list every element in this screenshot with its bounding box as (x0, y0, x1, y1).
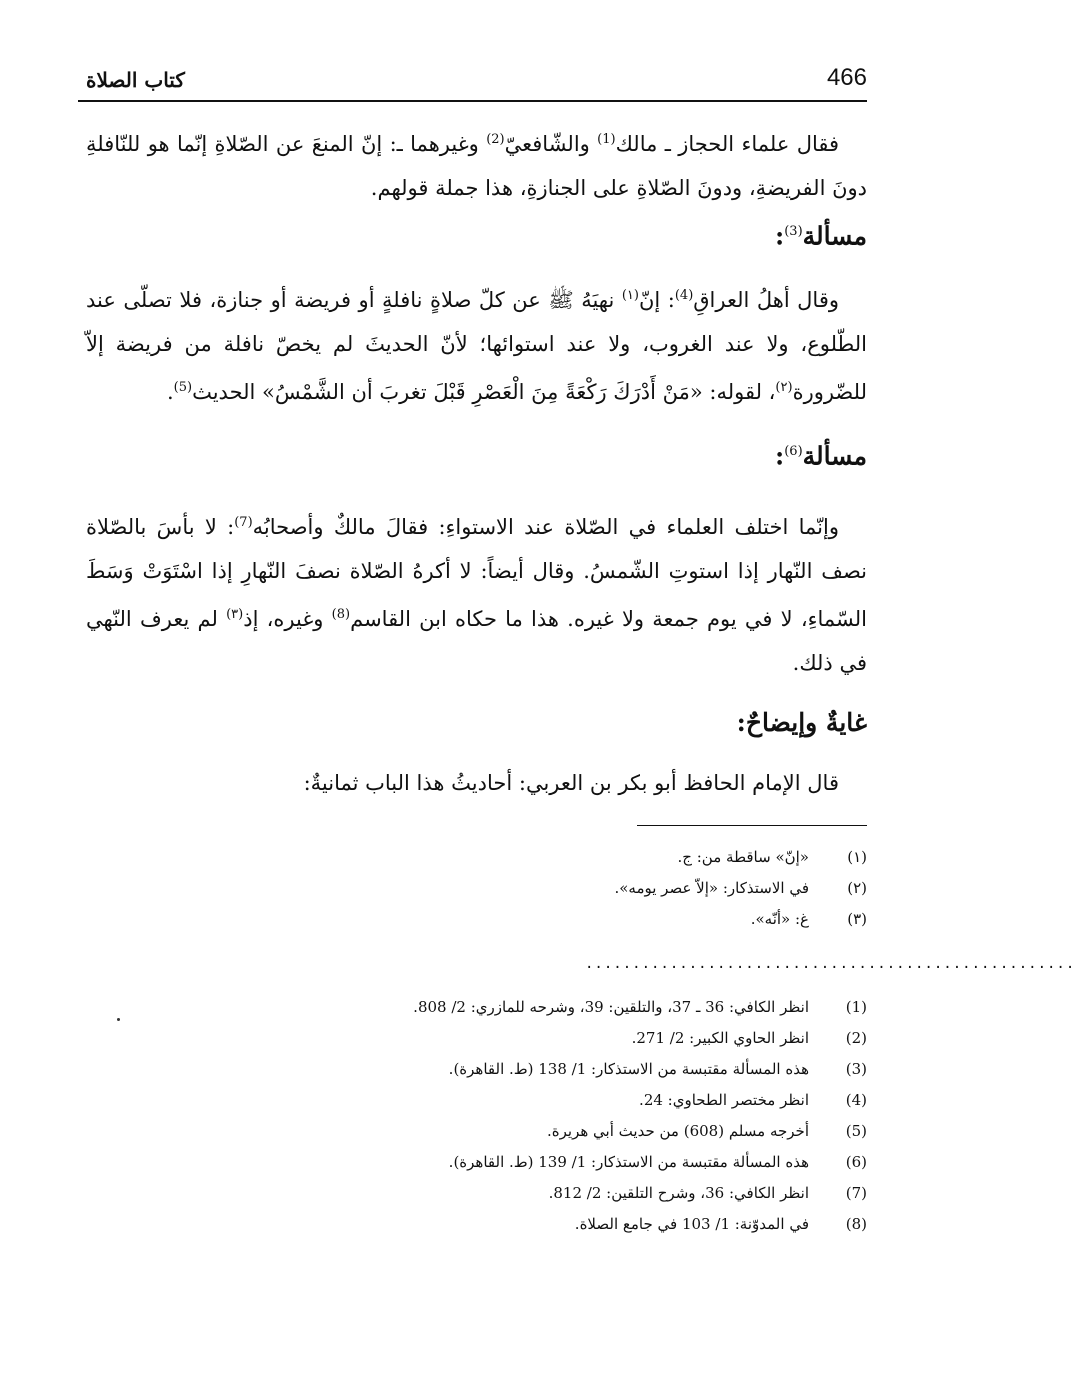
footnote-ref: (4) (674, 288, 694, 304)
paragraph-istiwa (86, 501, 867, 685)
footnote-number: (8) (845, 1215, 867, 1233)
footnote-item (300, 992, 867, 1023)
footnote-ref: (1) (597, 132, 616, 147)
text-run: نهيَهُ ﷺ عن كلّ صلاةٍ نافلةٍ أو فريضة أو جنازة، فلا تصلّى عند الطّلوع، ولا عند الغروب، ولا عند استوائها؛ لأنّ الحديثَ لم يخصّ نافلة من فريضة إلاّ للضّرورة (86, 288, 867, 405)
footnote-item (300, 842, 867, 873)
footnote-number: (2) (845, 1029, 867, 1047)
text-run: . (166, 380, 174, 405)
footnote-text: هذه المسألة مقتبسة من الاستذكار: 1/ 139 (ط. القاهرة). (448, 1153, 809, 1171)
heading-ghaya: غايةٌ وإيضاحٌ: (736, 707, 867, 737)
main-text (86, 118, 867, 805)
footnote-number: (7) (845, 1184, 867, 1202)
footnote-ref: (١) (621, 288, 639, 304)
heading-text: مسألة (802, 441, 867, 471)
footnote-number: (١) (847, 848, 867, 866)
text-run: والشّافعيّ (504, 132, 598, 156)
heading-masala-2 (86, 430, 867, 478)
footnote-item (300, 1054, 867, 1085)
paragraph-iraq (86, 274, 867, 414)
footnote-item (300, 1147, 867, 1178)
dotted-separator: .................................................... (585, 956, 1075, 972)
footnote-item (300, 1209, 867, 1240)
editor-footnotes (300, 842, 867, 935)
footnote-item (300, 1116, 867, 1147)
footnote-number: (٣) (847, 910, 867, 928)
source-footnotes (300, 992, 867, 1240)
footnote-item (300, 1023, 867, 1054)
footnote-item (300, 904, 867, 935)
footnote-rule (637, 825, 867, 826)
footnote-ref: (٢) (775, 380, 793, 396)
paragraph-ibn-arabi: قال الإمام الحافظ أبو بكر بن العربي: أحاديثُ هذا الباب ثمانيةٌ: (303, 770, 839, 795)
footnote-text: انظر الكافي: 36، وشرح التلقين: 2/ 812. (548, 1184, 809, 1202)
running-title: كتاب الصلاة (86, 68, 185, 92)
footnote-ref: (7) (234, 514, 253, 530)
footnote-ref: (2) (486, 132, 505, 147)
footnote-number: (6) (845, 1153, 867, 1171)
footnote-ref: (3) (784, 224, 803, 239)
text-run: فقال علماء الحجاز ـ مالك (615, 132, 840, 156)
footnote-text: في المدوّنة: 1/ 103 في جامع الصلاة. (574, 1215, 809, 1233)
footnote-ref: (6) (784, 444, 803, 460)
footnote-number: (3) (845, 1060, 867, 1078)
footnote-number: (1) (845, 998, 867, 1016)
heading-masala-1 (86, 210, 867, 258)
text-run: : لا بأسَ بالصّلاة نصف النّهار إذا استوتِ الشّمسُ. وقال أيضاً: لا أكرهُ الصّلاة نصفَ النّهارِ إذا اسْتَوَتْ وَسَطَ السّماءِ، لا في يوم جمعة ولا غيره. هذا ما حكاه ابن القاسم (86, 514, 867, 631)
footnote-ref: (٣) (226, 606, 244, 622)
text-run: لم يعرف النّهي في ذلك. (86, 606, 867, 675)
footnote-text: «إنّ» ساقطة من: ج. (677, 848, 809, 866)
heading-text: مسألة (802, 221, 867, 251)
footnote-text: هذه المسألة مقتبسة من الاستذكار: 1/ 138 (ط. القاهرة). (448, 1060, 809, 1078)
heading-colon: : (774, 441, 785, 471)
footnote-number: (5) (845, 1122, 867, 1140)
footnote-text: في الاستذكار: «إلاّ عصر يومه». (614, 879, 809, 897)
page-number: 466 (826, 64, 867, 91)
text-run: ، لقوله: «مَنْ أَدْرَكَ رَكْعَةً مِنَ الْعَصْرِ قَبْلَ تغربَ أن الشَّمْسُ» الحديث (192, 380, 776, 405)
footnote-item (300, 873, 867, 904)
text-run: وإنّما اختلف العلماء في الصّلاة عند الاستواءِ: فقالَ مالكٌ وأصحابُه (252, 514, 839, 539)
page-header (78, 60, 867, 102)
text-run: وغيرهما ـ: إنّ المنعَ عن الصّلاةِ إنّما هو للنّافلةِ دونَ الفريضةِ، ودونَ الصّلاةِ على الجنازةِ، هذا جملة قولهم. (86, 132, 867, 200)
footnote-text: انظر الحاوي الكبير: 2/ 271. (631, 1029, 809, 1047)
footnote-number: (٢) (847, 879, 867, 897)
footnote-text: انظر مختصر الطحاوي: 24. (639, 1091, 809, 1109)
footnote-item (300, 1178, 867, 1209)
footnote-text: انظر الكافي: 36 ـ 37، والتلقين: 39، وشرحه للمازري: 2/ 808. (413, 998, 809, 1016)
text-run: وقال أهلُ العراقِ (693, 288, 840, 313)
scan-speck (117, 1018, 120, 1021)
footnote-item (300, 1085, 867, 1116)
footnote-text: غ: «أنّه». (750, 910, 809, 928)
footnote-text: أخرجه مسلم (608) من حديث أبي هريرة. (547, 1122, 809, 1140)
footnote-ref: (5) (173, 380, 193, 396)
heading-colon: : (774, 221, 785, 251)
text-run: وغيره، إذ (243, 606, 332, 631)
paragraph-hijaz (86, 118, 867, 210)
footnote-ref: (8) (331, 606, 351, 622)
text-run: : إنّ (638, 288, 675, 313)
footnote-number: (4) (845, 1091, 867, 1109)
